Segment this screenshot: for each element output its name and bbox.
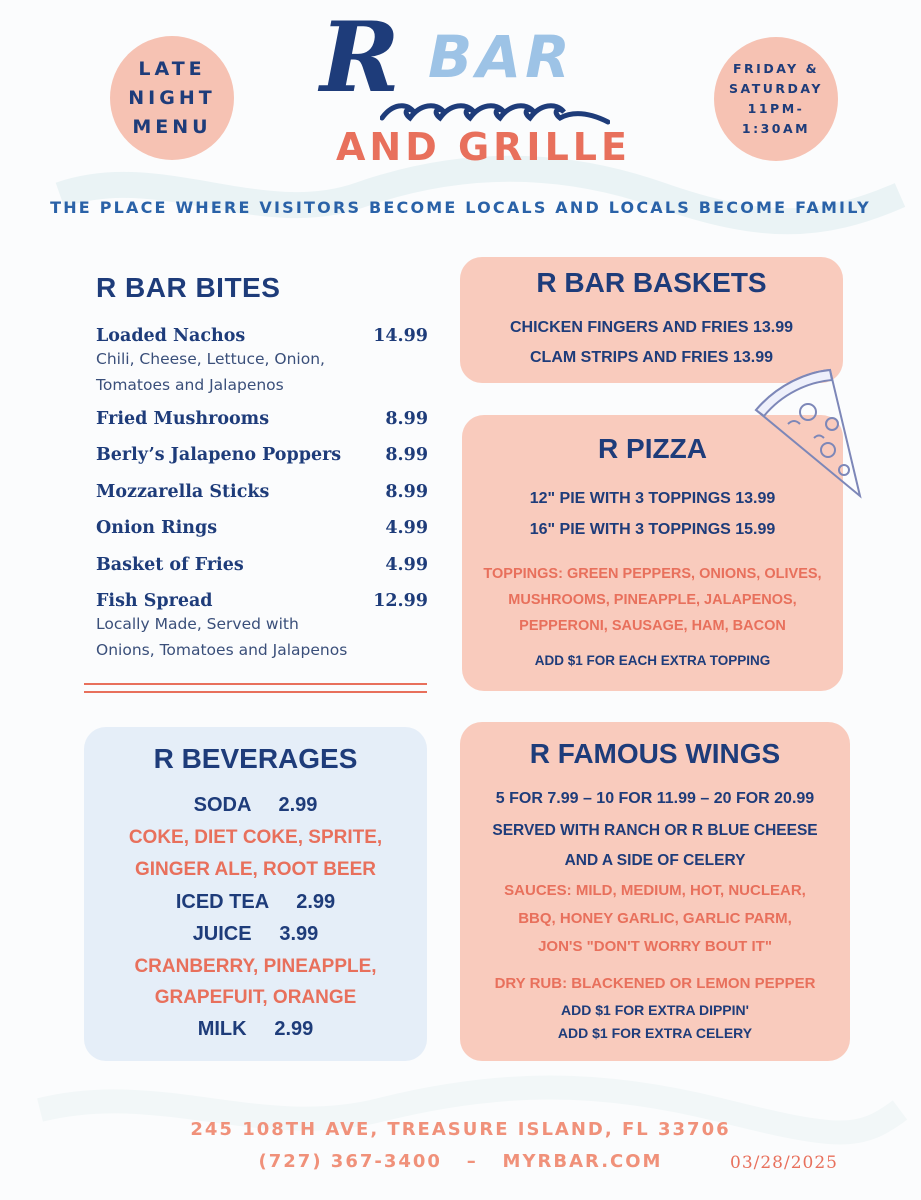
wings-sizes: 5 FOR 7.99 – 10 FOR 11.99 – 20 FOR 20.99 bbox=[495, 790, 815, 807]
item-name: Onion Rings bbox=[96, 518, 218, 538]
hours-line: SATURDAY bbox=[729, 81, 823, 96]
waves-icon bbox=[380, 96, 610, 128]
beverages-panel bbox=[84, 727, 427, 1061]
menu-item bbox=[96, 555, 428, 575]
soda-flavors: COKE, DIET COKE, SPRITE, bbox=[128, 827, 383, 848]
beverage-soda: SODA 2.99 bbox=[193, 794, 318, 816]
item-name: Fried Mushrooms bbox=[96, 409, 270, 429]
beverage-juice: JUICE 3.99 bbox=[192, 923, 319, 945]
basket-item: CHICKEN FINGERS AND FRIES 13.99 bbox=[509, 319, 793, 336]
soda-flavors: GINGER ALE, ROOT BEER bbox=[134, 859, 377, 880]
divider-line bbox=[84, 683, 427, 685]
pizza-size: 16" PIE WITH 3 TOPPINGS 15.99 bbox=[529, 521, 776, 538]
item-name: Fish Spread bbox=[96, 591, 213, 611]
baskets-panel bbox=[460, 257, 843, 383]
logo-bar: BAR bbox=[428, 23, 574, 91]
late-night-menu-badge bbox=[110, 36, 234, 160]
item-name: Mozzarella Sticks bbox=[96, 482, 270, 502]
beverage-milk: MILK 2.99 bbox=[197, 1018, 314, 1040]
badge-line: LATE bbox=[138, 57, 206, 80]
pizza-toppings: MUSHROOMS, PINEAPPLE, JALAPENOS, bbox=[508, 592, 797, 608]
wings-sauces: BBQ, HONEY GARLIC, GARLIC PARM, bbox=[518, 910, 792, 927]
juice-flavors: GRAPEFUIT, ORANGE bbox=[154, 987, 357, 1008]
item-description: Chili, Cheese, Lettuce, Onion, bbox=[96, 350, 325, 368]
hours-line: 11PM- bbox=[747, 101, 805, 116]
pizza-toppings: PEPPERONI, SAUSAGE, HAM, BACON bbox=[519, 618, 786, 634]
basket-item: CLAM STRIPS AND FRIES 13.99 bbox=[529, 349, 773, 366]
item-price: 8.99 bbox=[385, 482, 428, 502]
juice-flavors: CRANBERRY, PINEAPPLE, bbox=[134, 956, 377, 977]
wings-extra: ADD $1 FOR EXTRA DIPPIN' bbox=[561, 1002, 749, 1018]
wings-heading: R FAMOUS WINGS bbox=[529, 738, 781, 769]
menu-item bbox=[96, 326, 428, 398]
pizza-extra-note: ADD $1 FOR EACH EXTRA TOPPING bbox=[534, 653, 771, 668]
pizza-heading: R PIZZA bbox=[598, 433, 707, 464]
item-price: 8.99 bbox=[385, 445, 428, 465]
pizza-toppings: TOPPINGS: GREEN PEPPERS, ONIONS, OLIVES, bbox=[483, 566, 822, 582]
menu-item bbox=[96, 482, 428, 502]
item-description: Onions, Tomatoes and Jalapenos bbox=[96, 641, 348, 659]
hours-badge bbox=[714, 37, 838, 161]
logo-and-grille: AND GRILLE bbox=[336, 125, 631, 169]
badge-line: MENU bbox=[132, 115, 212, 138]
bites-heading: R BAR BITES bbox=[96, 272, 281, 303]
wings-dry-rub: DRY RUB: BLACKENED OR LEMON PEPPER bbox=[494, 975, 816, 992]
wings-extra: ADD $1 FOR EXTRA CELERY bbox=[557, 1025, 753, 1041]
menu-item bbox=[96, 518, 428, 538]
footer-date: 03/28/2025 bbox=[730, 1153, 838, 1173]
item-name: Loaded Nachos bbox=[96, 326, 246, 346]
item-price: 14.99 bbox=[373, 326, 428, 346]
wings-served: SERVED WITH RANCH OR R BLUE CHEESE bbox=[492, 822, 818, 839]
pizza-size: 12" PIE WITH 3 TOPPINGS 13.99 bbox=[529, 490, 776, 507]
wings-panel bbox=[460, 722, 850, 1061]
item-name: Basket of Fries bbox=[96, 555, 244, 575]
wings-sauces: SAUCES: MILD, MEDIUM, HOT, NUCLEAR, bbox=[504, 882, 806, 899]
tagline: THE PLACE WHERE VISITORS BECOME LOCALS AND LOCALS BECOME FAMILY bbox=[50, 198, 871, 217]
item-price: 12.99 bbox=[373, 591, 428, 611]
badge-line: NIGHT bbox=[128, 86, 216, 109]
hours-line: FRIDAY & bbox=[733, 61, 819, 76]
pizza-slice-icon bbox=[748, 366, 868, 500]
item-description: Tomatoes and Jalapenos bbox=[96, 376, 284, 394]
item-price: 8.99 bbox=[385, 409, 428, 429]
divider-line bbox=[84, 691, 427, 693]
menu-item bbox=[96, 409, 428, 429]
baskets-heading: R BAR BASKETS bbox=[536, 267, 767, 298]
hours-line: 1:30AM bbox=[741, 121, 811, 136]
wings-served: AND A SIDE OF CELERY bbox=[564, 852, 746, 869]
footer-contact: (727) 367-3400 – MYRBAR.COM bbox=[258, 1151, 663, 1172]
beverages-heading: R BEVERAGES bbox=[153, 743, 358, 774]
wings-sauces: JON'S "DON'T WORRY BOUT IT" bbox=[538, 938, 772, 955]
item-description: Locally Made, Served with bbox=[96, 615, 299, 633]
rbar-logo bbox=[310, 1, 631, 170]
menu-item bbox=[96, 445, 428, 465]
footer-address: 245 108TH AVE, TREASURE ISLAND, FL 33706 bbox=[190, 1119, 731, 1140]
item-price: 4.99 bbox=[385, 518, 428, 538]
logo-r: R bbox=[320, 1, 400, 114]
beverage-iced-tea: ICED TEA 2.99 bbox=[175, 891, 336, 913]
item-name: Berly’s Jalapeno Poppers bbox=[96, 445, 342, 465]
menu-item bbox=[96, 591, 428, 663]
item-price: 4.99 bbox=[385, 555, 428, 575]
